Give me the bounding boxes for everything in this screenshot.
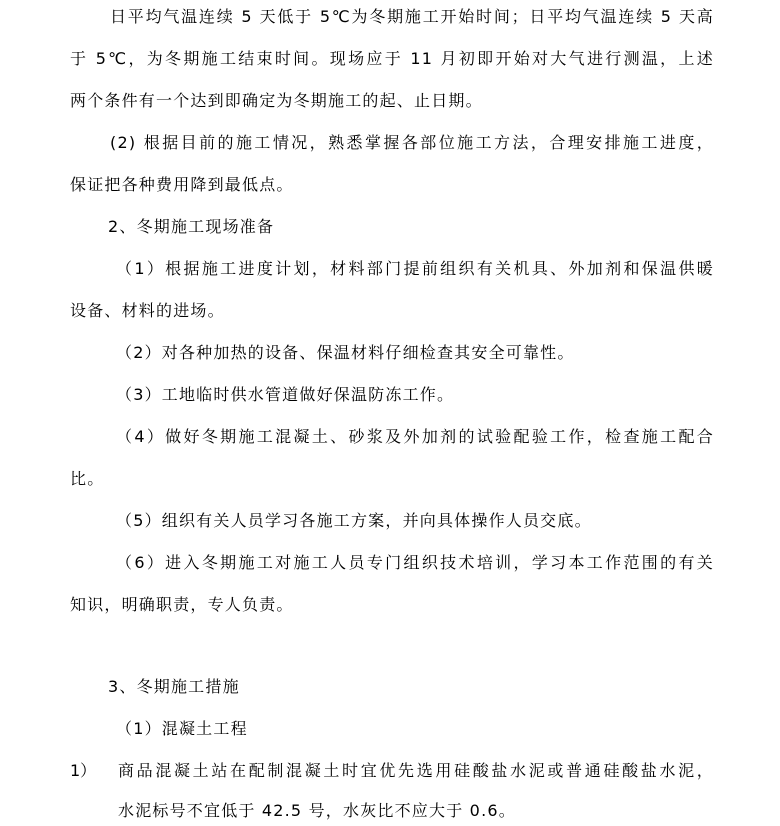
section-3-sub-1: （1）混凝土工程 [116, 719, 248, 738]
section-2-item-6-line-1: （6）进入冬期施工对施工人员专门组织技术培训，学习本工作范围的有关 [116, 553, 714, 572]
section-2-item-1-line-2: 设备、材料的进场。 [70, 301, 225, 320]
section-3-heading: 3、冬期施工措施 [108, 677, 240, 696]
section-2-item-5: （5）组织有关人员学习各施工方案，并向具体操作人员交底。 [116, 511, 592, 530]
section-2-item-4-line-1: （4）做好冬期施工混凝土、砂浆及外加剂的试验配验工作，检查施工配合 [116, 427, 714, 446]
section-2-item-3: （3）工地临时供水管道做好保温防冻工作。 [116, 385, 455, 404]
section-2-heading: 2、冬期施工现场准备 [108, 217, 275, 236]
section-2-item-6-line-2: 知识，明确职责，专人负责。 [70, 595, 294, 614]
section-2-item-4-line-2: 比。 [70, 469, 105, 488]
paragraph-2-line-2: 保证把各种费用降到最低点。 [70, 175, 294, 194]
paragraph-1-line-3: 两个条件有一个达到即确定为冬期施工的起、止日期。 [70, 91, 483, 110]
point-1-line-1: 商品混凝土站在配制混凝土时宜优先选用硅酸盐水泥或普通硅酸盐水泥， [118, 761, 714, 780]
paragraph-2-line-1: (2) 根据目前的施工情况，熟悉掌握各部位施工方法，合理安排施工进度， [110, 133, 714, 152]
section-2-item-1-line-1: （1）根据施工进度计划，材料部门提前组织有关机具、外加剂和保温供暖 [116, 259, 714, 278]
point-1-line-2: 水泥标号不宜低于 42.5 号，水灰比不应大于 0.6。 [118, 801, 516, 820]
paragraph-1-line-2: 于 5℃，为冬期施工结束时间。现场应于 11 月初即开始对大气进行测温，上述 [70, 49, 714, 68]
section-2-item-2: （2）对各种加热的设备、保温材料仔细检查其安全可靠性。 [116, 343, 575, 362]
paragraph-1-line-1: 日平均气温连续 5 天低于 5℃为冬期施工开始时间；日平均气温连续 5 天高 [110, 7, 714, 26]
point-1-marker: 1） [70, 761, 97, 780]
